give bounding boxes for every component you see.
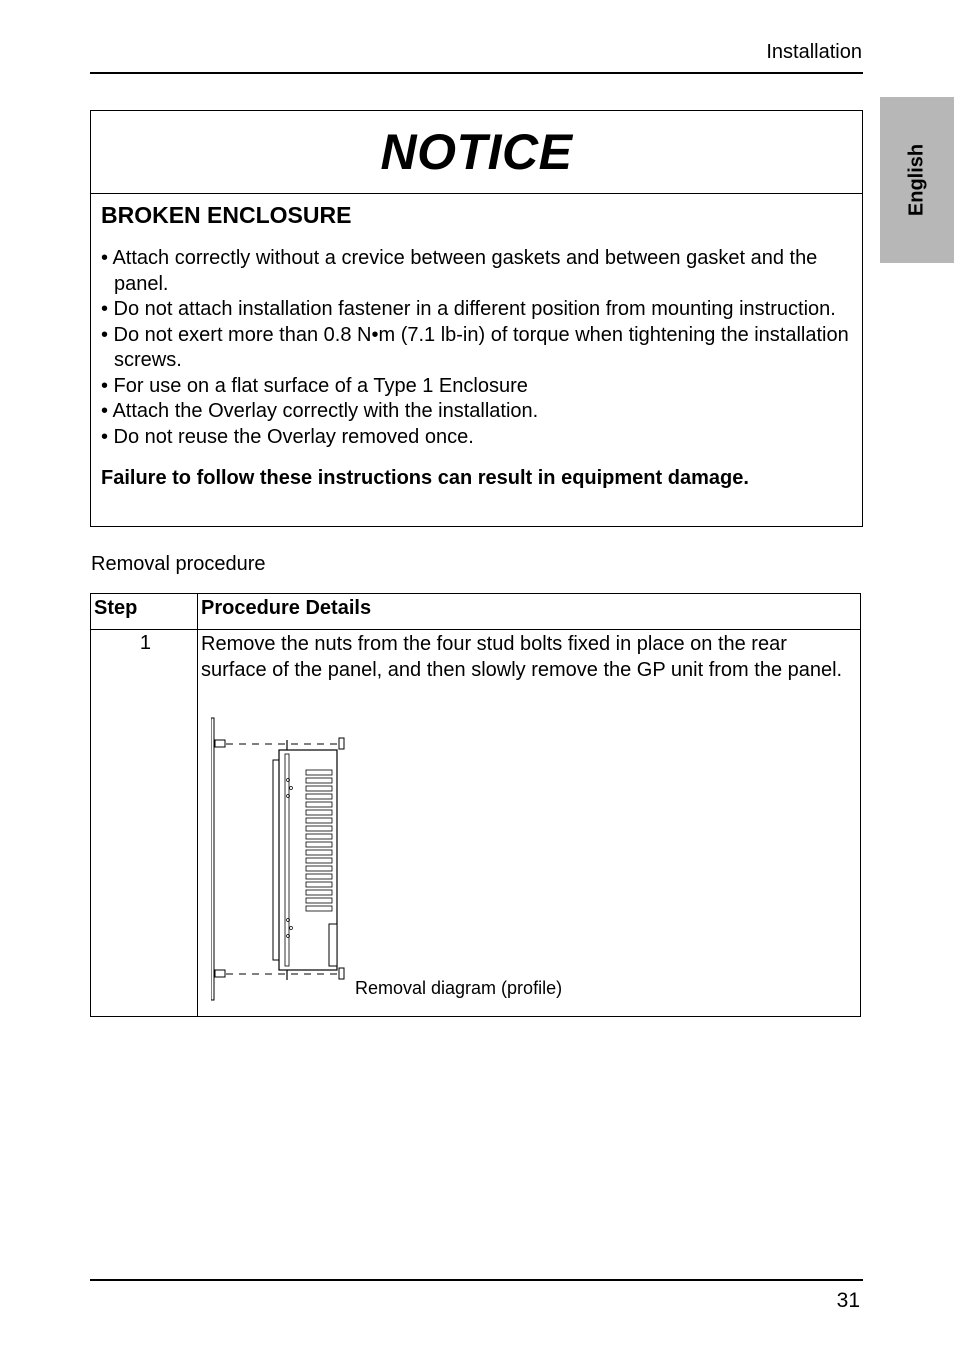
notice-bullet-list — [101, 246, 852, 450]
notice-bullet: • Attach the Overlay correctly with the installation. — [101, 400, 539, 422]
notice-bullet: • Attach correctly without a crevice between gaskets and between gasket and the panel. — [101, 247, 818, 295]
table-header-step: Step — [94, 597, 138, 619]
notice-bullet: • Do not reuse the Overlay removed once. — [101, 425, 474, 448]
notice-bullet: • For use on a flat surface of a Type 1 Enclosure — [101, 374, 528, 397]
notice-warning: Failure to follow these instructions can result in equipment damage. — [101, 467, 749, 489]
table-header-details: Procedure Details — [201, 597, 372, 619]
notice-heading-bar — [91, 111, 862, 194]
bottom-stud — [215, 970, 225, 977]
notice-bullet: • Do not attach installation fastener in a different position from mounting instruction. — [101, 298, 836, 320]
header-rule — [90, 72, 863, 74]
table-cell-details: Remove the nuts from the four stud bolts fixed in place on the rear surface of the panel, and then slowly remove the GP unit from the panel. — [201, 633, 843, 681]
language-tab-label: English — [905, 143, 928, 217]
notice-bullet: • Do not exert more than 0.8 N•m (7.1 lb-in) of torque when tightening the installation screws. — [101, 323, 849, 371]
page-header-title: Installation — [766, 41, 862, 63]
diagram-caption: Removal diagram (profile) — [355, 978, 563, 998]
top-nut — [339, 738, 344, 749]
notice-box — [90, 110, 863, 527]
bottom-nut — [339, 968, 344, 979]
procedure-table — [90, 593, 861, 1017]
table-row-divider — [91, 629, 860, 630]
page-number: 31 — [836, 1289, 860, 1312]
notice-body — [91, 194, 862, 490]
notice-heading: NOTICE — [380, 124, 573, 180]
section-label: Removal procedure — [91, 553, 266, 575]
top-stud — [215, 740, 225, 747]
footer-rule — [90, 1279, 863, 1281]
language-tab — [880, 97, 954, 263]
table-column-divider — [197, 594, 198, 1016]
table-cell-step: 1 — [139, 632, 151, 654]
removal-diagram — [211, 714, 351, 1004]
gp-unit-profile — [273, 740, 337, 980]
notice-subtitle: BROKEN ENCLOSURE — [101, 202, 352, 228]
panel-profile — [211, 718, 214, 1000]
